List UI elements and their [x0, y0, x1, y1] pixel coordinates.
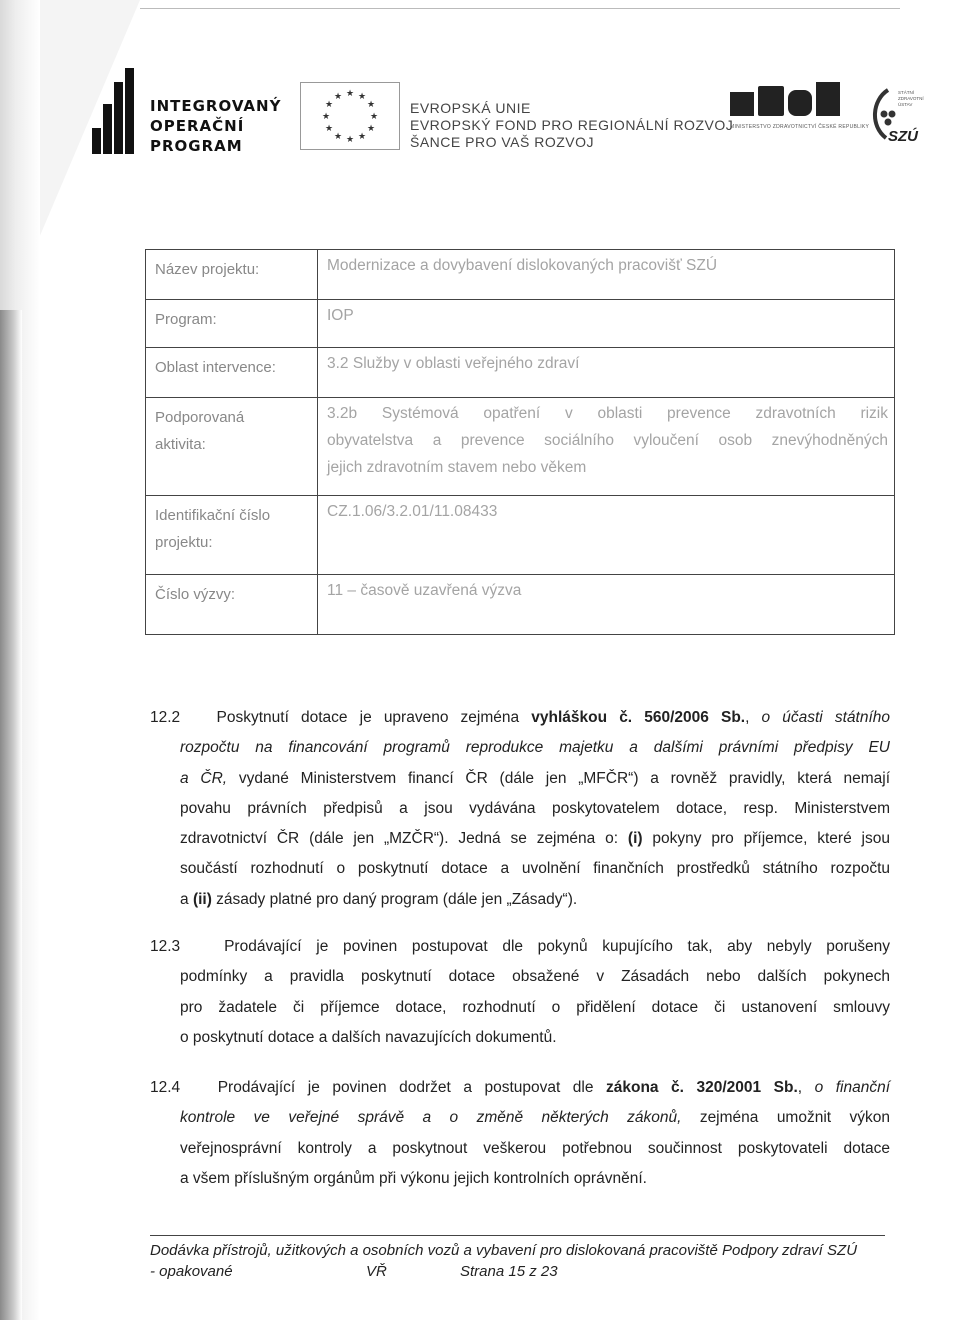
eu-flag-icon — [300, 82, 400, 150]
section-12-3 — [150, 932, 890, 1053]
text-line: a všem příslušným orgánům při výkonu jejich kontrolních oprávnění. — [180, 1169, 647, 1187]
svg-text:★: ★ — [345, 135, 355, 145]
page-number: Strana 15 z 23 — [460, 1263, 558, 1280]
svg-text:★: ★ — [321, 112, 331, 122]
svg-text:★: ★ — [324, 100, 334, 110]
table-row — [146, 398, 895, 496]
eu-line: EVROPSKÝ FOND PRO REGIONÁLNÍ ROZVOJ — [410, 117, 734, 133]
table-row — [146, 348, 895, 398]
iop-logo-line: OPERAČNÍ — [150, 117, 245, 135]
text-line: rozpočtu na financování programů reprodukce majetku a dalšími právními předpisy EU — [180, 739, 890, 757]
project-info-table — [145, 249, 895, 635]
table-row — [146, 250, 895, 300]
eu-text — [410, 100, 733, 151]
eu-line: ŠANCE PRO VAŠ ROZVOJ — [410, 134, 594, 150]
svg-text:★: ★ — [357, 132, 367, 142]
ministry-logo — [730, 82, 870, 130]
szu-small-text — [898, 90, 924, 108]
text-line: kontrole ve veřejné správě a o změně některých zákonů, zejména umožnit výkon — [180, 1109, 890, 1127]
szu-small-line: ÚSTAV — [898, 102, 913, 107]
text-line: povahu právních předpisů a jsou vydávána poskytovatelem dotace, resp. Ministerstvem — [180, 799, 890, 817]
table-value: 3.2 Služby v oblasti veřejného zdraví — [318, 348, 895, 398]
svg-text:★: ★ — [345, 89, 355, 99]
table-label: Oblast intervence: — [146, 348, 318, 398]
iop-logo-text — [150, 96, 281, 156]
ministry-mark-icon — [730, 82, 842, 116]
svg-text:★: ★ — [369, 112, 379, 122]
iop-logo-line: PROGRAM — [150, 137, 243, 155]
table-value: IOP — [318, 300, 895, 348]
text-line: 12.3 Prodávající je povinen postupovat dle pokynů kupujícího tak, aby nebyly porušeny — [150, 938, 890, 955]
svg-text:★: ★ — [366, 124, 376, 134]
scan-artifact-fold — [0, 310, 22, 1320]
table-value: 3.2b Systémová opatření v oblasti prevence zdravotních rizik obyvatelstva a prevence sociálního vyloučení osob znevýhodněných jejich zdravotním stavem nebo věkem — [318, 398, 895, 496]
szu-small-line: STÁTNÍ — [898, 90, 915, 95]
iop-logo-bars-icon — [92, 68, 142, 154]
svg-text:★: ★ — [366, 100, 376, 110]
table-label: Program: — [146, 300, 318, 348]
table-label: Identifikační číslo projektu: — [146, 496, 318, 575]
szu-small-line: ZDRAVOTNÍ — [898, 96, 924, 101]
section-12-4 — [150, 1073, 890, 1194]
text-line: pro žadatele či příjemce dotace, rozhodnutí o přidělení dotace či ustanovení smlouvy — [180, 998, 890, 1016]
text-line: 12.2 Poskytnutí dotace je upraveno zejména vyhláškou č. 560/2006 Sb., o účasti státního — [150, 709, 891, 726]
table-row — [146, 575, 895, 635]
table-label: Číslo výzvy: — [146, 575, 318, 635]
section-12-2 — [150, 703, 890, 915]
ministry-caption: MINISTERSTVO ZDRAVOTNICTVÍ ČESKÉ REPUBLIKY — [730, 124, 870, 130]
footer-title: Dodávka přístrojů, užitkových a osobních vozů a vybavení pro dislokovaná pracoviště Podpory zdraví SZÚ — [150, 1242, 858, 1259]
table-value: CZ.1.06/3.2.01/11.08433 — [318, 496, 895, 575]
footer-repeat: - opakované — [150, 1263, 233, 1280]
footer-meta — [150, 1261, 890, 1282]
table-row — [146, 300, 895, 348]
text-line: veřejnosprávní kontroly a poskytnout veškerou potřebnou součinnost poskytovateli dotace — [180, 1139, 890, 1157]
svg-text:★: ★ — [333, 92, 343, 102]
text-line: 12.4 Prodávající je povinen dodržet a postupovat dle zákona č. 320/2001 Sb., o finanční — [150, 1079, 891, 1096]
eu-line: EVROPSKÁ UNIE — [410, 100, 531, 116]
text-line: součástí rozhodnutí o poskytnutí dotace a uvolnění finančních prostředků státního rozpočtu — [180, 860, 890, 878]
text-line: a ČR, vydané Ministerstvem financí ČR (dále jen „MFČR“) a rovněž pravidly, která nemají — [180, 769, 891, 787]
svg-text:★: ★ — [333, 132, 343, 142]
text-line: o poskytnutí dotace a dalších navazujících dokumentů. — [180, 1028, 557, 1046]
svg-text:★: ★ — [324, 124, 334, 134]
text-line: podmínky a pravidla poskytnutí dotace obsažené v Zásadách nebo dalších pokynech — [180, 968, 890, 986]
text-line: zdravotnictví ČR (dále jen „MZČR“). Jedná se zejména o: (i) pokyny pro příjemce, které jsou — [180, 830, 890, 848]
szu-logo-text: SZÚ — [888, 128, 918, 145]
footer-vr: VŘ — [366, 1263, 387, 1280]
text-line: a (ii) zásady platné pro daný program (dále jen „Zásady“). — [180, 890, 578, 908]
footer-rule — [150, 1235, 885, 1236]
top-rule — [140, 8, 900, 9]
table-row — [146, 496, 895, 575]
svg-text:★: ★ — [357, 92, 367, 102]
table-value: 11 – časově uzavřená výzva — [318, 575, 895, 635]
iop-logo-line: INTEGROVANÝ — [150, 97, 282, 115]
table-label: Název projektu: — [146, 250, 318, 300]
page-footer — [150, 1240, 890, 1282]
table-value: Modernizace a dovybavení dislokovaných pracovišť SZÚ — [318, 250, 895, 300]
table-label: Podporovaná aktivita: — [146, 398, 318, 496]
